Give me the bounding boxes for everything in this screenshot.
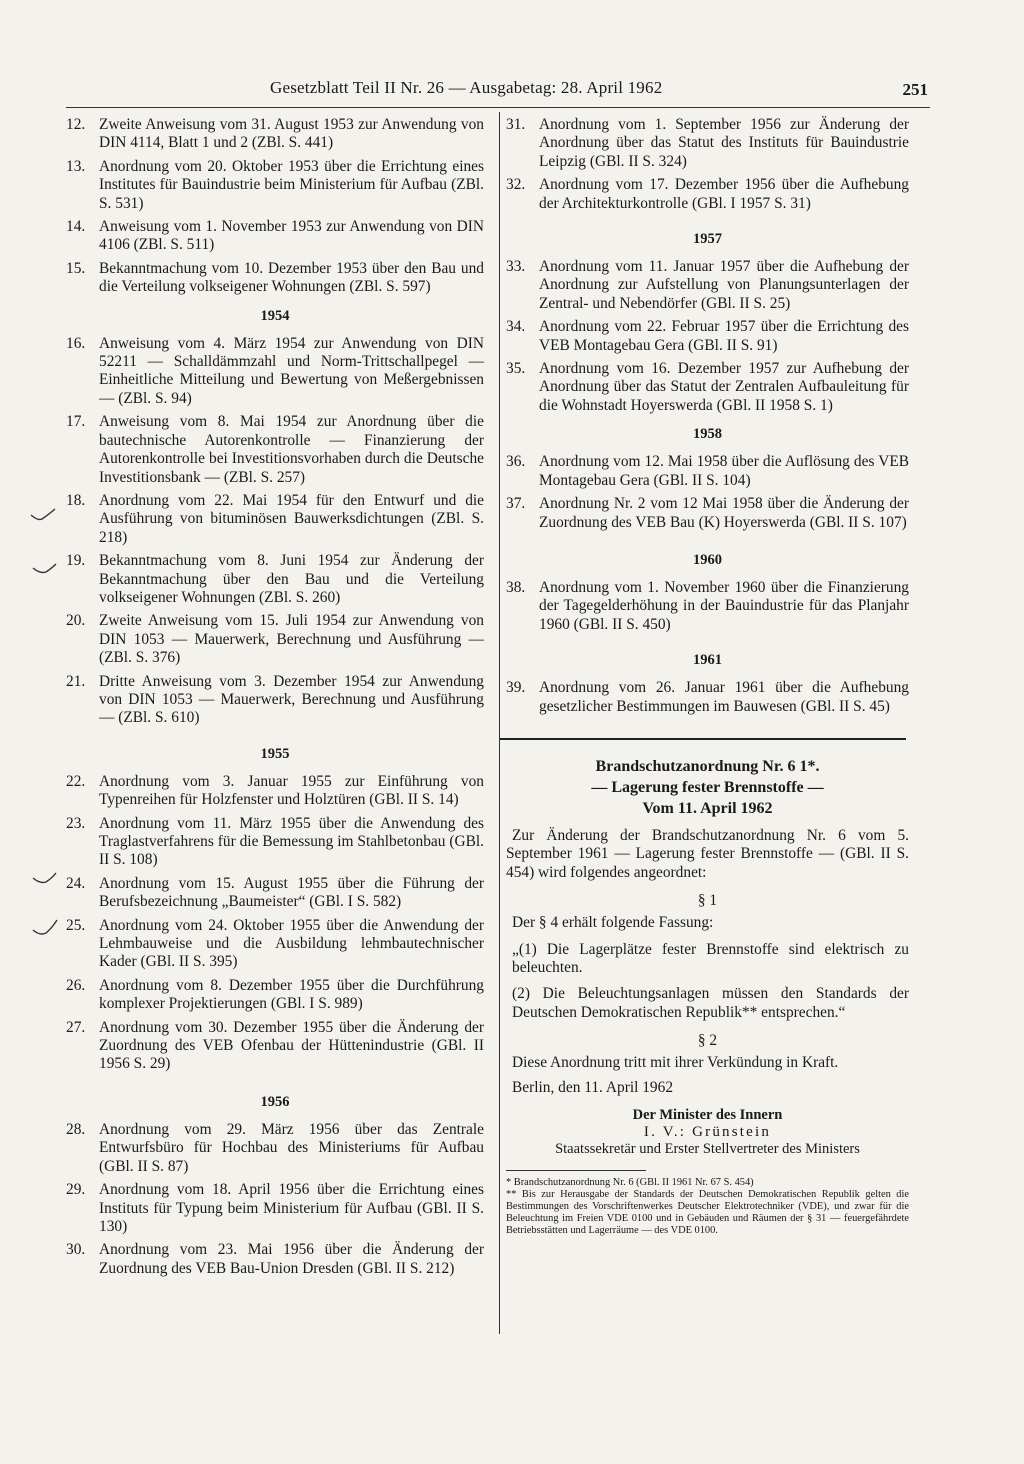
- list-item: [506, 318, 909, 355]
- item-text: Anordnung vom 11. März 1955 über die Anwendung des Traglastverfahrens für die Bemessung im Stahlbetonbau (GBl. II S. 108): [99, 814, 484, 869]
- item-number: 33.: [506, 258, 526, 276]
- item-text: Zweite Anweisung vom 15. Juli 1954 zur Anwendung von DIN 1053 — Mauerwerk, Berechnung und Ausführung — (ZBl. S. 376): [99, 612, 484, 667]
- item-number: 18.: [66, 491, 86, 509]
- item-number: 35.: [506, 360, 526, 378]
- list-item: [506, 453, 909, 490]
- item-text: Anordnung vom 30. Dezember 1955 über die Änderung der Zuordnung des VEB Ofenbau der Hüttenindustrie (GBl. II 1956 S. 29): [99, 1018, 484, 1073]
- item-text: Anweisung vom 1. November 1953 zur Anwendung von DIN 4106 (ZBl. S. 511): [99, 218, 484, 254]
- list-item: [66, 815, 484, 870]
- list-item: [506, 360, 909, 415]
- item-number: 14.: [66, 218, 86, 236]
- list-item: [506, 679, 909, 716]
- year-heading: 1955: [260, 745, 290, 762]
- section-separator: [500, 738, 906, 740]
- section-heading: § 2: [697, 1032, 718, 1050]
- item-number: 12.: [66, 116, 86, 133]
- list-item: [66, 413, 484, 487]
- footnote-rule: [506, 1170, 646, 1171]
- item-text: Anordnung vom 22. Mai 1954 für den Entwurf und die Ausführung von bituminösen Bauwerksdichtungen (ZBl. S. 218): [99, 491, 484, 546]
- item-number: 30.: [66, 1241, 86, 1259]
- page-number: 251: [902, 80, 928, 99]
- list-item: [506, 116, 909, 171]
- item-text: Anordnung vom 16. Dezember 1957 zur Aufhebung der Anordnung über das Statut der Zentralen Aufbauleitung für die Wohnstadt Hoyerswerda (GBl. II 1958 S. 1): [539, 360, 909, 414]
- list-item: [66, 116, 484, 153]
- list-item: [66, 977, 484, 1014]
- item-number: 36.: [506, 453, 526, 471]
- item-number: 37.: [506, 495, 526, 513]
- list-item: [66, 875, 484, 912]
- item-number: 22.: [66, 772, 86, 790]
- order-subtitle: — Lagerung fester Brennstoffe —: [591, 778, 824, 796]
- list-item: [66, 612, 484, 667]
- item-number: 19.: [66, 552, 86, 570]
- item-text: Anordnung vom 26. Januar 1961 über die Aufhebung gesetzlicher Bestimmungen im Bauwesen (GBl. II S. 45): [539, 679, 909, 715]
- item-text: Anordnung vom 1. November 1960 über die Finanzierung der Tagegelderhöhung in der Bauindustrie für das Planjahr 1960 (GBl. II S. 450): [539, 578, 909, 633]
- item-number: 34.: [506, 318, 526, 336]
- item-text: Anordnung vom 23. Mai 1956 über die Änderung der Zuordnung des VEB Bau-Union Dresden (GBl. II S. 212): [99, 1241, 484, 1277]
- list-item: [66, 1181, 484, 1236]
- right-column: [506, 116, 909, 1237]
- item-text: Anordnung Nr. 2 vom 12 Mai 1958 über die Änderung der Zuordnung des VEB Bau (K) Hoyerswerda (GBl. II S. 107): [539, 495, 909, 531]
- item-number: 13.: [66, 157, 86, 175]
- item-text: Anordnung vom 18. April 1956 über die Errichtung eines Instituts für Typung beim Ministerium für Aufbau (GBl. II S. 130): [99, 1181, 484, 1235]
- footnote: ** Bis zur Herausgabe der Standards der Deutschen Demokratischen Republik gelten die Bestimmungen des Vorschriftenwerkes Deutscher Elektrotechniker (VDE), und zwar für die Beleuchtung im Freien VDE 0100 und in Gebäuden und Räumen der § 31 — feuergefährdete Betriebsstätten und Lagerräume — des VDE 0100.: [506, 1189, 909, 1236]
- order-intro: Zur Änderung der Brandschutzanordnung Nr. 6 vom 5. September 1961 — Lagerung fester Brennstoffe — (GBl. II S. 454) wird folgendes angeordnet:: [506, 826, 909, 881]
- item-number: 39.: [506, 679, 526, 697]
- year-heading: 1954: [260, 307, 290, 324]
- header-rule: [66, 107, 930, 108]
- item-number: 27.: [66, 1018, 86, 1036]
- section-heading: § 1: [697, 892, 718, 910]
- list-item: [66, 218, 484, 255]
- item-text: Anordnung vom 12. Mai 1958 über die Auflösung des VEB Montagebau Gera (GBl. II S. 104): [539, 453, 909, 489]
- item-text: Anordnung vom 17. Dezember 1956 über die Aufhebung der Architekturkontrolle (GBl. I 1957 S. 31): [539, 176, 909, 212]
- header-title: Gesetzblatt Teil II Nr. 26 — Ausgabetag: 28. April 1962: [270, 78, 663, 97]
- list-item: [66, 492, 484, 547]
- list-item: [66, 158, 484, 213]
- quote-paragraph: (2) Die Beleuchtungsanlagen müssen den Standards der Deutschen Demokratischen Republik** entsprechen.“: [512, 985, 909, 1021]
- handwritten-check-mark-icon: [30, 507, 56, 527]
- list-item: [506, 176, 909, 213]
- item-number: 17.: [66, 413, 86, 431]
- item-number: 32.: [506, 176, 526, 194]
- item-text: Anordnung vom 24. Oktober 1955 über die Anwendung der Lehmbauweise und die Ausbildung lehmbautechnischer Kader (GBl. II S. 395): [99, 916, 484, 971]
- footnote: * Brandschutzanordnung Nr. 6 (GBl. II 1961 Nr. 67 S. 454): [506, 1177, 754, 1188]
- list-item: [66, 1019, 484, 1074]
- item-number: 20.: [66, 612, 86, 630]
- item-number: 25.: [66, 916, 86, 934]
- item-number: 16.: [66, 334, 86, 352]
- place-date: Berlin, den 11. April 1962: [512, 1078, 674, 1096]
- signer-title: Der Minister des Innern: [632, 1107, 783, 1123]
- year-heading: 1960: [693, 551, 722, 568]
- item-number: 21.: [66, 672, 86, 690]
- item-text: Anordnung vom 29. März 1956 über das Zentrale Entwurfsbüro für Hochbau des Ministeriums für Aufbau (GBl. II S. 87): [99, 1120, 484, 1175]
- year-heading: 1961: [693, 652, 722, 669]
- handwritten-check-mark-icon: [32, 918, 58, 938]
- order-title: Brandschutzanordnung Nr. 6 1*.: [595, 757, 820, 775]
- list-item: [66, 673, 484, 728]
- column-divider: [499, 112, 500, 1334]
- item-number: 24.: [66, 874, 86, 892]
- year-heading: 1958: [693, 426, 722, 443]
- list-item: [66, 917, 484, 972]
- item-text: Bekanntmachung vom 10. Dezember 1953 über den Bau und die Verteilung volkseigener Wohnungen (ZBl. S. 597): [99, 259, 484, 296]
- item-text: Bekanntmachung vom 8. Juni 1954 zur Änderung der Bekanntmachung über den Bau und die Verteilung volkseigener Wohnungen (ZBl. S. 260): [99, 552, 484, 606]
- list-item: [66, 260, 484, 297]
- item-text: Anweisung vom 4. März 1954 zur Anwendung von DIN 52211 — Schalldämmzahl und Norm-Trittschallpegel — Einheitliche Mitteilung und Bewertung von Meßergebnissen — (ZBl. S. 94): [99, 334, 484, 407]
- page-header: [270, 78, 928, 106]
- item-number: 28.: [66, 1120, 86, 1138]
- list-item: [66, 773, 484, 810]
- list-item: [66, 1241, 484, 1278]
- signer-name: I. V.: Grünstein: [643, 1124, 772, 1140]
- item-text: Dritte Anweisung vom 3. Dezember 1954 zur Anwendung von DIN 1053 — Mauerwerk, Berechnung und Ausführung — (ZBl. S. 610): [99, 672, 484, 727]
- item-text: Anweisung vom 8. Mai 1954 zur Anordnung über die bautechnische Autorenkontrolle — Finanzierung der Autorenkontrolle bei Investitionsvorhaben durch die Deutsche Investitionsbank — (ZBl. S. 257): [99, 413, 484, 486]
- list-item: [66, 552, 484, 607]
- item-text: Anordnung vom 20. Oktober 1953 über die Errichtung eines Institutes für Bauindustrie beim Ministerium für Aufbau (ZBl. S. 531): [99, 157, 484, 212]
- order-date: Vom 11. April 1962: [642, 799, 773, 817]
- year-heading: 1957: [693, 231, 722, 248]
- list-item: [506, 258, 909, 313]
- list-item: [66, 1121, 484, 1176]
- quote-paragraph: „(1) Die Lagerplätze fester Brennstoffe sind elektrisch zu beleuchten.: [512, 940, 909, 976]
- item-number: 23.: [66, 814, 86, 832]
- section-text: Diese Anordnung tritt mit ihrer Verkündung in Kraft.: [512, 1054, 839, 1072]
- item-number: 26.: [66, 976, 86, 994]
- signer-role: Staatssekretär und Erster Stellvertreter des Ministers: [555, 1141, 860, 1157]
- item-text: Anordnung vom 3. Januar 1955 zur Einführung von Typenreihen für Holzfenster und Holztüren (GBl. II S. 14): [99, 772, 484, 809]
- item-text: Zweite Anweisung vom 31. August 1953 zur Anwendung von DIN 4114, Blatt 1 und 2 (ZBl. S. 441): [99, 116, 484, 152]
- handwritten-check-mark-icon: [32, 870, 58, 890]
- item-number: 15.: [66, 259, 86, 277]
- item-text: Anordnung vom 15. August 1955 über die Führung der Berufsbezeichnung „Baumeister“ (GBl. I S. 582): [99, 874, 484, 911]
- item-text: Anordnung vom 22. Februar 1957 über die Errichtung des VEB Montagebau Gera (GBl. II S. 91): [539, 318, 909, 354]
- item-text: Anordnung vom 8. Dezember 1955 über die Durchführung komplexer Projektierungen (GBl. I S. 989): [99, 976, 484, 1013]
- list-item: [506, 579, 909, 634]
- item-number: 38.: [506, 578, 526, 596]
- list-item: [66, 335, 484, 409]
- list-item: [506, 495, 909, 532]
- item-number: 29.: [66, 1181, 86, 1199]
- section-text: Der § 4 erhält folgende Fassung:: [512, 914, 714, 932]
- item-text: Anordnung vom 11. Januar 1957 über die Aufhebung der Anordnung zur Aufstellung von Planungsunterlagen der Zentral- und Nebendörfer (GBl. II S. 25): [539, 258, 909, 312]
- item-text: Anordnung vom 1. September 1956 zur Änderung der Anordnung über das Statut des Instituts für Bauindustrie Leipzig (GBl. II S. 324): [539, 116, 909, 170]
- year-heading: 1956: [260, 1093, 290, 1110]
- handwritten-check-mark-icon: [32, 560, 58, 580]
- left-column: [66, 116, 484, 1283]
- item-number: 31.: [506, 116, 526, 133]
